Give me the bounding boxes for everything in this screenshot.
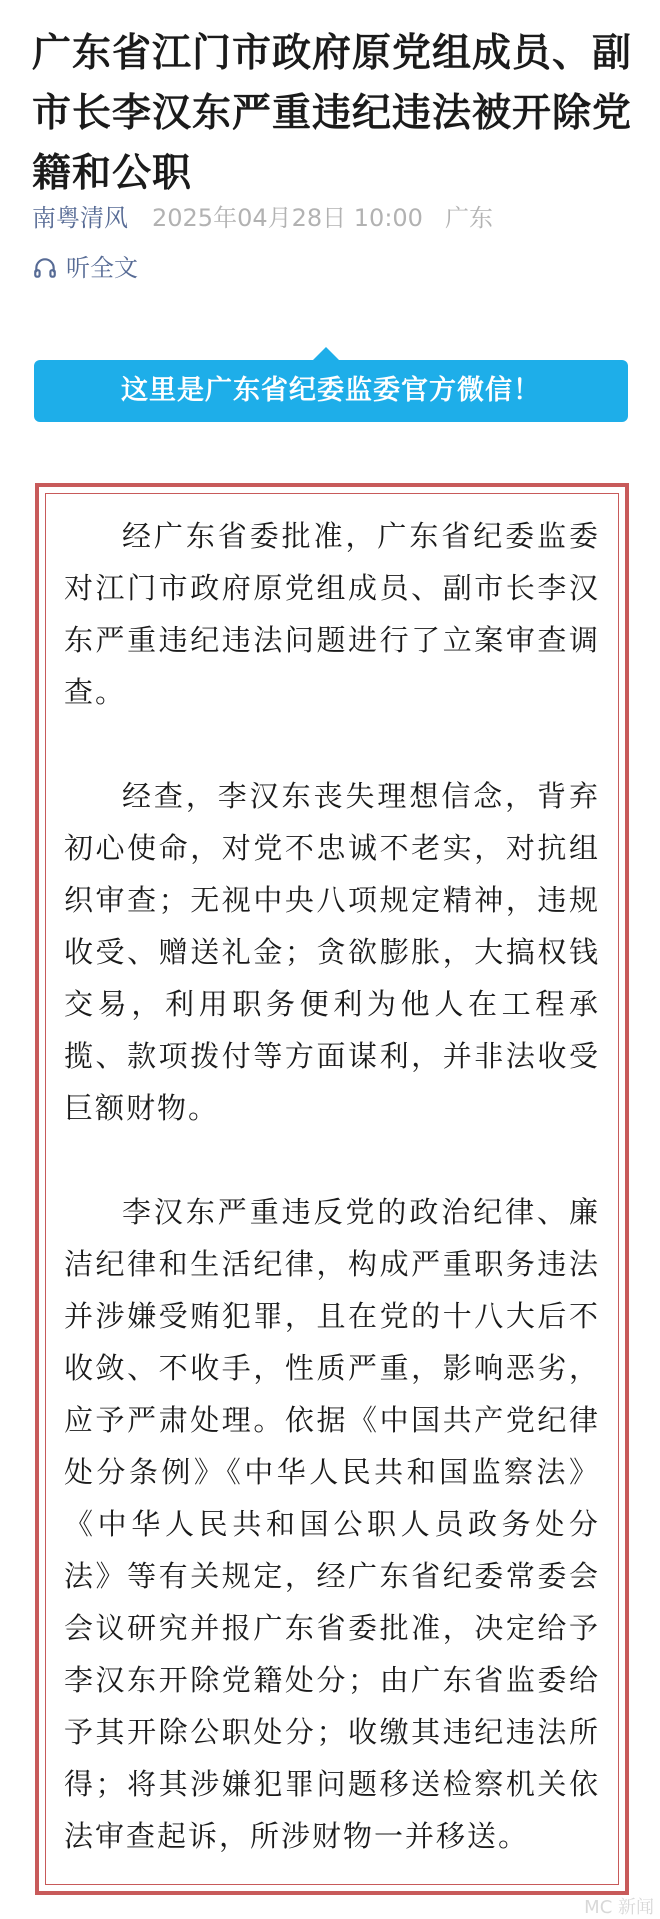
publish-region: 广东	[444, 204, 493, 232]
official-account-banner: 这里是广东省纪委监委官方微信！	[34, 360, 628, 422]
article-title: 广东省江门市政府原党组成员、副市长李汉东严重违纪违法被开除党籍和公职	[32, 31, 633, 196]
paragraph-2: 经查，李汉东丧失理想信念，背弃初心使命，对党不忠诚不老实，对抗组织审查；无视中央八项规定精神，违规收受、赠送礼金；贪欲膨胀，大搞权钱交易，利用职务便利为他人在工程承揽、款项拨付等方面谋利，并非法收受巨额财物。	[64, 779, 600, 1125]
watermark: MC 新闻	[584, 1897, 654, 1918]
paragraph-3: 李汉东严重违反党的政治纪律、廉洁纪律和生活纪律，构成严重职务违法并涉嫌受贿犯罪，且在党的十八大后不收敛、不收手，性质严重，影响恶劣，应予严肃处理。依据《中国共产党纪律处分条例》《中华人民共和国监察法》《中华人民共和国公职人员政务处分法》等有关规定，经广东省纪委常委会会议研究并报广东省委批准，决定给予李汉东开除党籍处分；由广东省监委给予其开除公职处分；收缴其违纪违法所得；将其涉嫌犯罪问题移送检察机关依法审查起诉，所涉财物一并移送。	[64, 1195, 600, 1853]
article-meta	[32, 200, 493, 236]
listen-label: 听全文	[66, 254, 138, 282]
banner-notch	[312, 347, 340, 361]
article-body	[64, 510, 600, 1914]
listen-full-text-button[interactable]	[32, 250, 138, 286]
headphones-icon	[32, 255, 58, 281]
paragraph-1: 经广东省委批准，广东省纪委监委对江门市政府原党组成员、副市长李汉东严重违纪违法问题进行了立案审查调查。	[64, 519, 600, 709]
publish-datetime: 2025年04月28日 10:00	[152, 204, 423, 232]
account-name-link[interactable]: 南粤清风	[32, 204, 128, 232]
